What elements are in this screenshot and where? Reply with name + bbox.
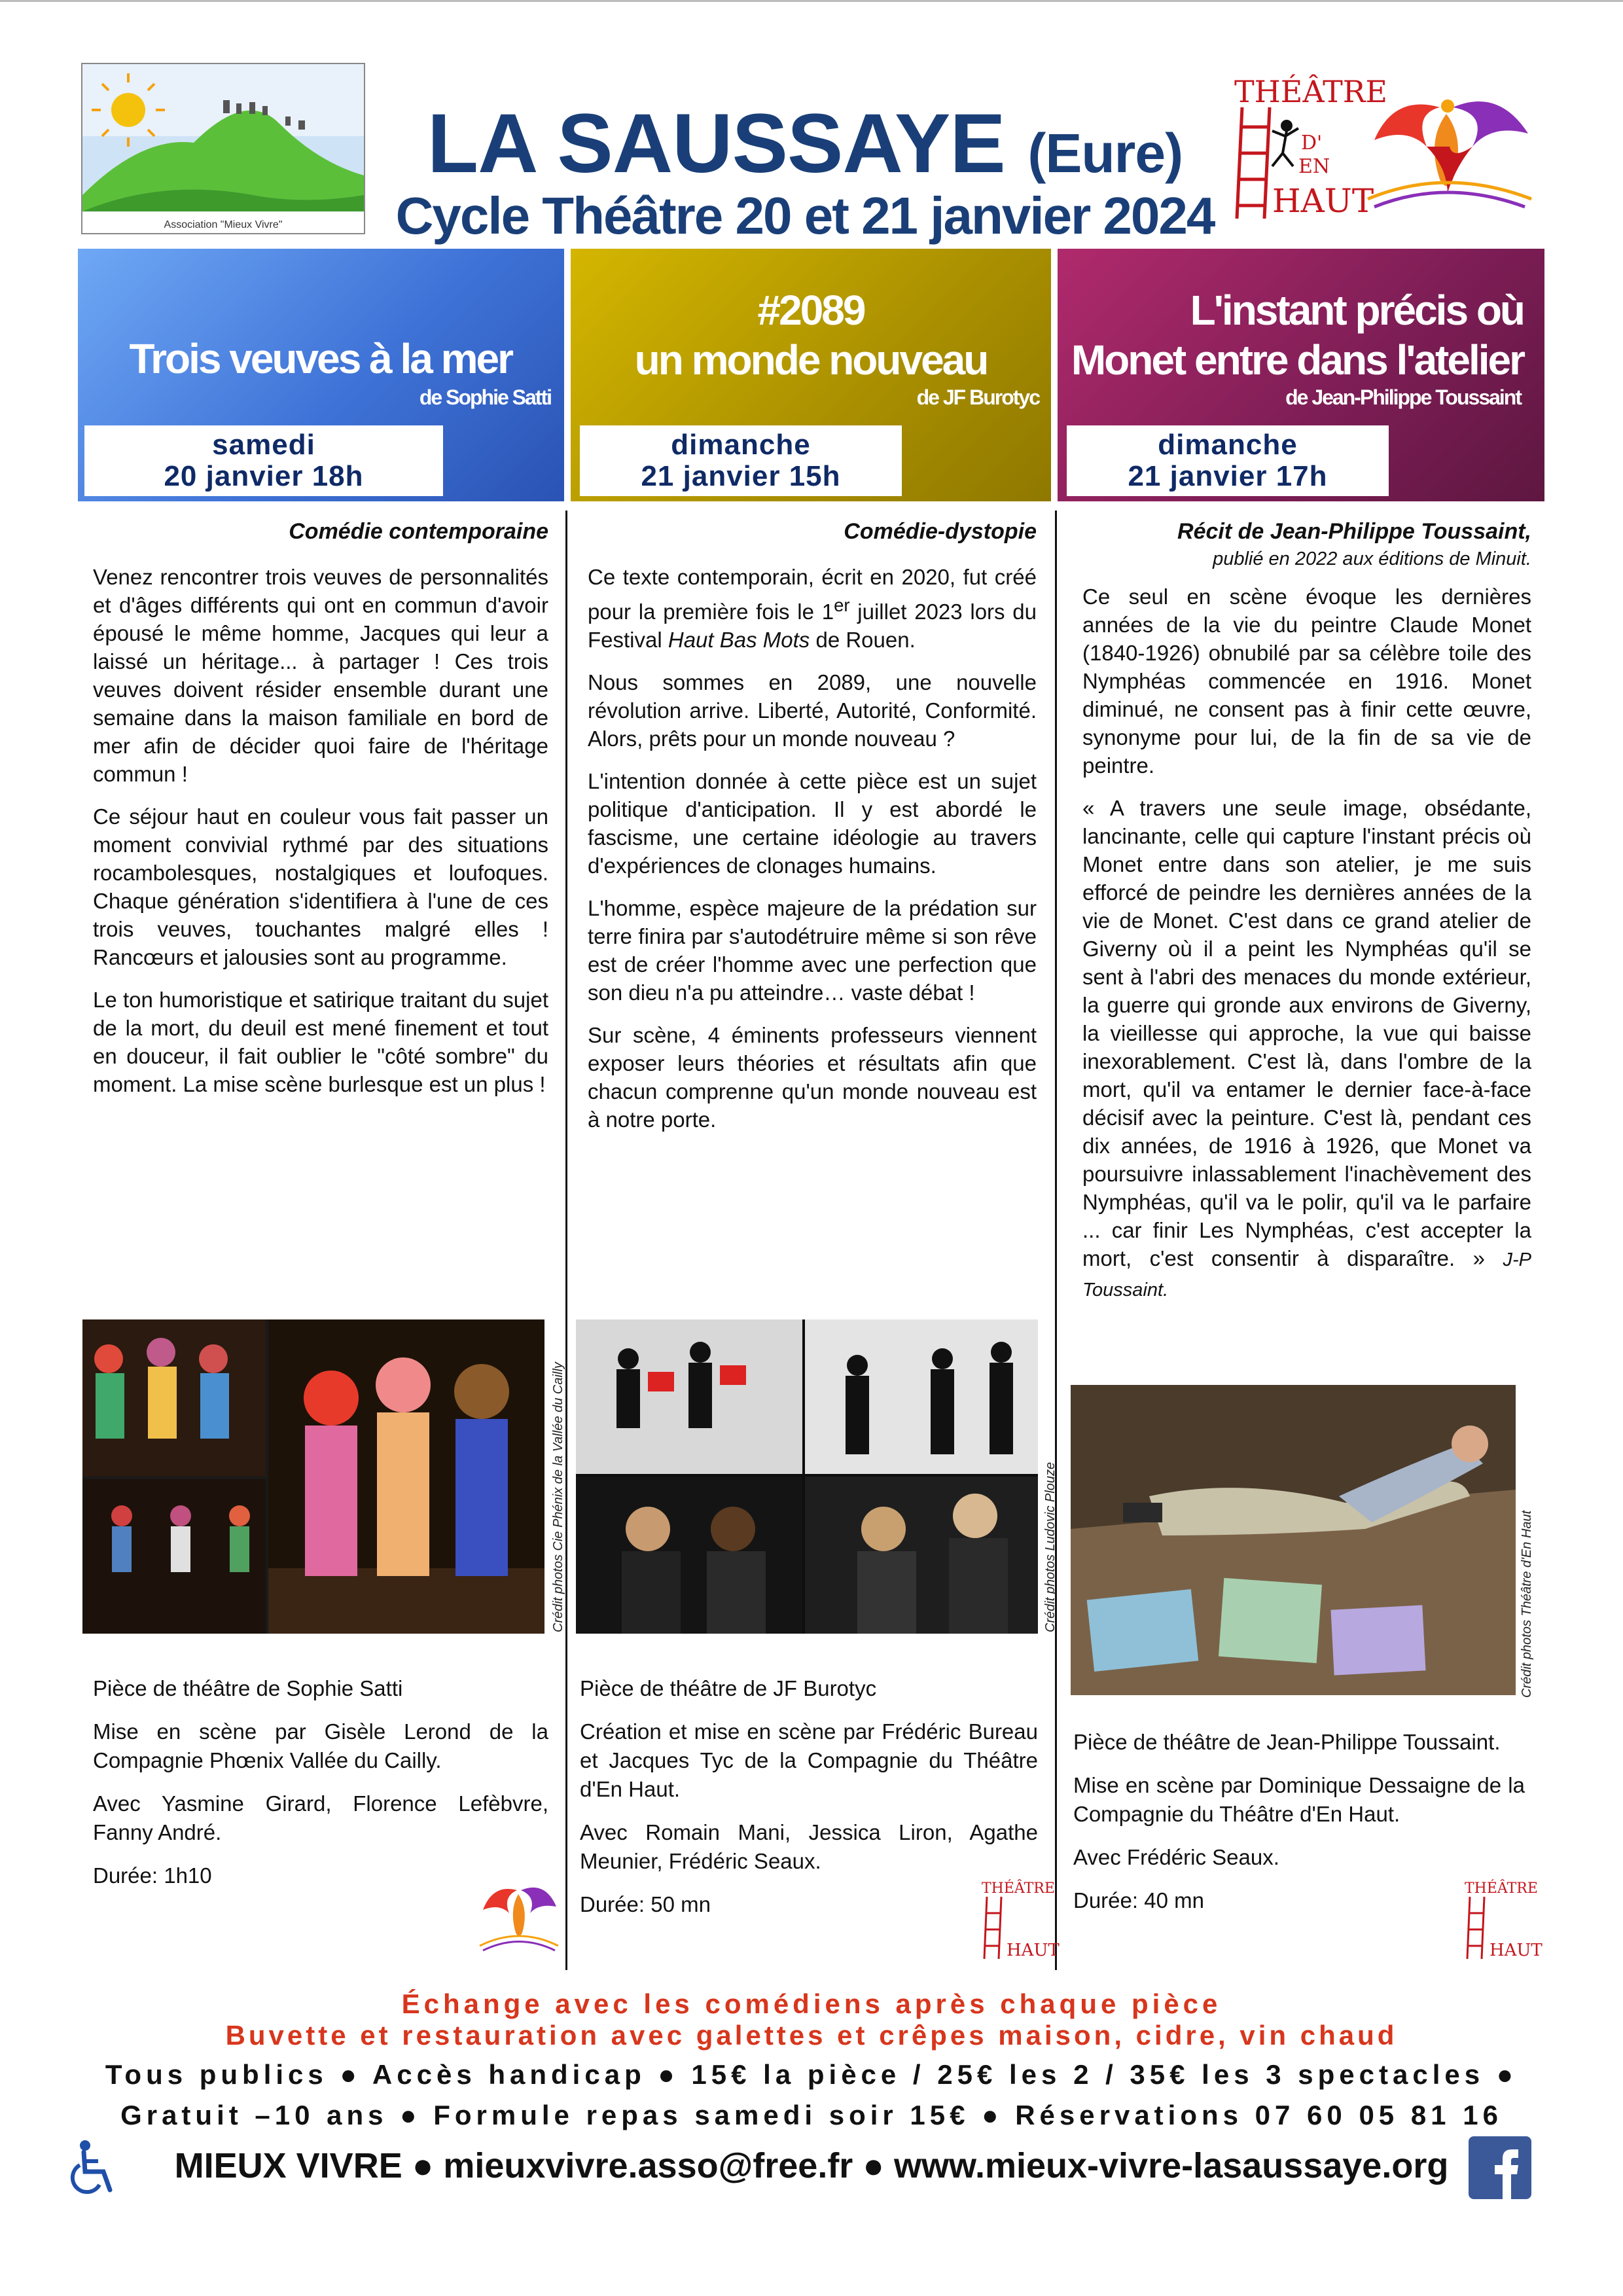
play-2-credit-line: Avec Romain Mani, Jessica Liron, Agathe Meunier, Frédéric Seaux. [580,1820,1038,1873]
play-2-title-line1: #2089 [757,287,865,334]
play-2-intro-a: Ce texte contemporain, écrit en 2020, fut créé pour la première fois le 1 [588,565,1037,624]
play-2-title-line2: un monde nouveau [634,336,988,384]
banner-play-3 [1058,249,1544,501]
play-2-intro-b: juillet 2023 lors du Festival [588,600,1037,652]
banner-play-2 [571,249,1051,501]
play-2-duration: Durée: 50 mn [580,1892,711,1916]
play-1-duration: Durée: 1h10 [93,1863,212,1888]
play-2-day: dimanche [671,429,811,461]
play-3-duration: Durée: 40 mn [1073,1888,1204,1912]
play-3-title-line1: L'instant précis où [1190,287,1524,334]
play-3-quote [1082,794,1531,1304]
play-1-credit-line: Mise en scène par Gisèle Lerond de la Compagnie Phœnix Vallée du Cailly. [93,1719,548,1772]
top-rule [0,0,1623,2]
play-2-paragraph-intro [588,563,1037,654]
play-1-paragraph: Venez rencontrer trois veuves de personnalités et d'âges différents qui ont en commun d'avoir épousé le même homme, Jacques qui leur a laissé un héritage... à partager ! Ces trois veuves doivent résider ensemble durant une semaine dans la maison familiale en bord de mer afin de décider quoi faire de l'héritage commun ! [93,565,548,786]
small-logo-2-word4: HAUT [1489,1941,1543,1960]
play-2-intro-c: de Rouen. [810,628,916,652]
play-3-quote-author: J-P Toussaint. [1082,1249,1531,1300]
association-logo-text: Association "Mieux Vivre" [164,219,283,230]
play-3-publisher: publié en 2022 aux éditions de Minuit. [1213,548,1531,569]
play-3-title-line2: Monet entre dans l'atelier [1071,336,1524,384]
banner-play-1 [78,249,564,501]
play-2-festival: Haut Bas Mots [668,628,810,652]
play-2-paragraph: L'intention donnée à cette pièce est un sujet politique d'anticipation. Il y est abordé le fascisme, une certaine idéologie au travers d'expériences de clonages humains. [588,769,1037,878]
play-3-genre: Récit de Jean-Philippe Toussaint, [1177,519,1531,544]
contact-line: MIEUX VIVRE ● mieuxvivre.asso@free.fr ● www.mieux-vivre-lasaussaye.org [174,2146,1449,2185]
play-2-photo-credit: Crédit photos Ludovic Plouze [1043,1462,1058,1632]
column-divider-2 [1055,511,1057,1970]
play-2-credits [580,1674,1038,1933]
play-3-photo [1071,1385,1516,1695]
play-1-credits [93,1674,548,1905]
play-2-credit-line: Création et mise en scène par Frédéric Bureau et Jacques Tyc de la Compagnie du Théâtre d'En Haut. [580,1719,1038,1801]
play-1-genre: Comédie contemporaine [289,519,548,544]
small-logo-1-word4: HAUT [1007,1941,1060,1960]
play-3-day: dimanche [1158,429,1298,461]
theatre-ladder-logo-small-2 [1463,1877,1543,1962]
play-2-date: 21 janvier 15h [641,460,841,492]
play-1-day: samedi [212,429,315,461]
info-reservations: Gratuit –10 ans ● Formule repas samedi soir 15€ ● Réservations 07 60 05 81 16 [120,2100,1503,2130]
play-1-author: de Sophie Satti [419,386,551,409]
facebook-icon[interactable] [1469,2136,1531,2199]
cycle-subtitle: Cycle Théâtre 20 et 21 janvier 2024 [395,187,1215,245]
theatre-logo-word2: D' [1301,132,1323,154]
info-prices: Tous publics ● Accès handicap ● 15€ la pièce / 25€ les 2 / 35€ les 3 spectacles ● [105,2059,1518,2090]
play-3-credit-line: Pièce de théâtre de Jean-Philippe Toussaint. [1073,1730,1501,1754]
play-3-photo-credit: Crédit photos Théâtre d'En Haut [1520,1510,1534,1698]
wheelchair-icon [65,2139,120,2198]
play-2-paragraph: Nous sommes en 2089, une nouvelle révolution arrive. Liberté, Autorité, Conformité. Alors, prêts pour un monde nouveau ? [588,670,1037,751]
theatre-logo-word3: EN [1298,155,1330,178]
theatre-logo [1230,68,1538,225]
page-title-main: LA SAUSSAYE [427,97,1005,190]
play-3-paragraph: Ce seul en scène évoque les dernières années de la vie du peintre Claude Monet (1840-1926) obnubilé par sa célèbre toile des Nymphéas commencée en 1916. Monet diminué, ne consent pas à finir cette œuvre, synonyme pour lui, de la fin de sa vie de peintre. [1082,584,1531,778]
play-1-description [93,517,548,1113]
play-2-date-box [580,425,902,496]
play-1-photo-credit: Crédit photos Cie Phénix de la Vallée du Cailly [551,1362,565,1632]
play-1-credit-line: Pièce de théâtre de Sophie Satti [93,1676,403,1700]
play-2-intro-sup: er [834,595,850,615]
info-buvette: Buvette et restauration avec galettes et crêpes maison, cidre, vin chaud [225,2020,1398,2051]
play-3-date-box [1067,425,1389,496]
small-logo-1-word1: THÉÂTRE [982,1880,1055,1897]
small-logo-2-word1: THÉÂTRE [1465,1880,1538,1897]
column-divider-1 [565,511,567,1970]
play-3-credit-line: Mise en scène par Dominique Dessaigne de la Compagnie du Théâtre d'En Haut. [1073,1773,1525,1826]
play-1-photo-collage [82,1319,544,1634]
page-title [366,98,1243,199]
theatre-logo-word1: THÉÂTRE [1234,74,1387,109]
play-2-photo-collage [576,1319,1038,1634]
play-3-description [1082,517,1531,1319]
play-2-genre: Comédie-dystopie [844,519,1037,544]
play-1-paragraph: Le ton humoristique et satirique traitant du sujet de la mort, du deuil est mené finement et tout en douceur, il fait oublier le "côté sombre" du moment. La mise scène burlesque est un plus ! [93,988,548,1096]
play-3-credits [1073,1728,1525,1929]
page-title-sub: (Eure) [1027,122,1183,184]
play-2-credit-line: Pièce de théâtre de JF Burotyc [580,1676,877,1700]
phoenix-logo [1368,99,1531,207]
theatre-logo-word4: HAUT [1272,182,1374,220]
play-3-author: de Jean-Philippe Toussaint [1285,386,1521,409]
play-2-paragraph: L'homme, espèce majeure de la prédation sur terre finira par s'autodétruire même si son rêve est de créer l'homme avec une perfection que son dieu n'a pu atteindre… vaste débat ! [588,896,1037,1005]
association-logo [81,63,365,234]
play-2-paragraph: Sur scène, 4 éminents professeurs viennent exposer leurs théories et résultats afin que chacun comprenne qu'un monde nouveau est à notre porte. [588,1023,1037,1132]
play-1-date-box [84,425,443,496]
theatre-ladder-logo-small-1 [980,1877,1060,1962]
play-2-description [588,517,1037,1148]
play-3-date: 21 janvier 17h [1128,460,1328,492]
play-2-author: de JF Burotyc [916,386,1039,409]
play-3-credit-line: Avec Frédéric Seaux. [1073,1845,1279,1869]
play-1-date: 20 janvier 18h [164,460,364,492]
info-exchange: Échange avec les comédiens après chaque pièce [401,1988,1222,2019]
play-3-quote-text: « A travers une seule image, obsédante, lancinante, celle qui capture l'instant précis où Monet entre dans son atelier, je me suis efforcé de peindre les dernières années de la vie de Monet. C'est dans ce grand atelier de Giverny où il a peint les Nymphéas qu'il se sent à l'abri des menaces du monde extérieur, la guerre qui gronde aux environs de Giverny, la vieillesse qui approche, la vue qui baisse inexorablement. C'est là, dans l'ombre de la mort, qu'il va entamer le dernier face-à-face décisif avec la peinture. C'est là, pendant ces dix années, de 1916 à 1926, que Monet va poursuivre inlassablement l'inachèvement des Nymphéas, qu'il va le polir, qu'il va le parfaire ... car finir Les Nymphéas, c'est accepter la mort, c'est consentir à disparaître. » [1082,796,1531,1270]
phoenix-logo-small [476,1877,562,1956]
play-1-credit-line: Avec Yasmine Girard, Florence Lefèbvre, Fanny André. [93,1791,548,1844]
play-1-title: Trois veuves à la mer [129,335,512,382]
play-1-paragraph: Ce séjour haut en couleur vous fait passer un moment convivial rythmé par des situations rocambolesques, nostalgiques et loufoques. Chaque génération s'identifiera à l'une de ces trois veuves, touchantes malgré elles ! Rancœurs et jalousies sont au programme. [93,804,548,969]
